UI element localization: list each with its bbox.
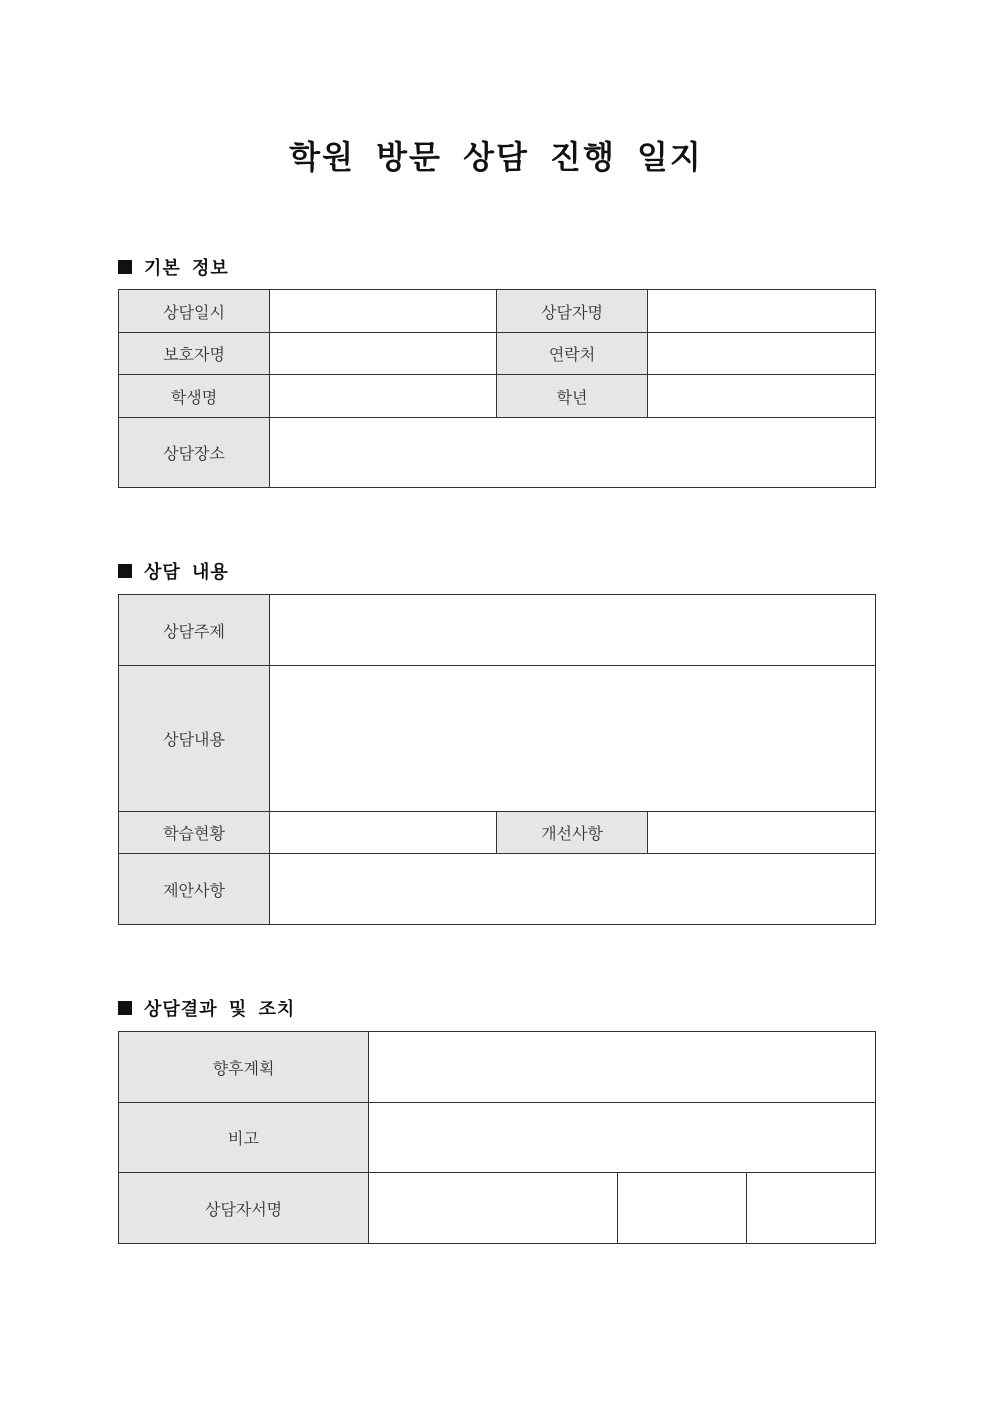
label-consult-date: 상담일시 xyxy=(119,290,270,333)
field-improvements[interactable] xyxy=(648,812,876,854)
label-future-plan: 향후계획 xyxy=(119,1032,369,1103)
field-consult-date[interactable] xyxy=(270,290,497,333)
field-signature-3[interactable] xyxy=(747,1173,876,1244)
square-bullet-icon xyxy=(118,1001,132,1015)
field-study-status[interactable] xyxy=(270,812,497,854)
section-heading-basic-info xyxy=(118,254,229,280)
label-consult-topic: 상담주제 xyxy=(119,595,270,666)
field-counselor-name[interactable] xyxy=(648,290,876,333)
label-student-name: 학생명 xyxy=(119,375,270,418)
label-study-status: 학습현황 xyxy=(119,812,270,854)
section-heading-label: 기본 정보 xyxy=(144,258,229,279)
field-notes[interactable] xyxy=(369,1103,876,1173)
field-signature-1[interactable] xyxy=(369,1173,618,1244)
field-consult-place[interactable] xyxy=(270,418,876,488)
field-guardian-name[interactable] xyxy=(270,333,497,375)
square-bullet-icon xyxy=(118,260,132,274)
section-heading-label: 상담 내용 xyxy=(144,562,229,583)
consult-content-table xyxy=(118,594,876,925)
basic-info-table xyxy=(118,289,876,488)
label-suggestions: 제안사항 xyxy=(119,854,270,925)
consult-result-table xyxy=(118,1031,876,1244)
section-heading-label: 상담결과 및 조치 xyxy=(144,999,296,1020)
field-consult-details[interactable] xyxy=(270,666,876,812)
label-grade: 학년 xyxy=(497,375,648,418)
label-consult-place: 상담장소 xyxy=(119,418,270,488)
label-consult-details: 상담내용 xyxy=(119,666,270,812)
section-heading-consult-content xyxy=(118,558,229,584)
field-suggestions[interactable] xyxy=(270,854,876,925)
field-signature-2[interactable] xyxy=(618,1173,747,1244)
label-counselor-signature: 상담자서명 xyxy=(119,1173,369,1244)
label-notes: 비고 xyxy=(119,1103,369,1173)
section-heading-consult-result xyxy=(118,995,295,1021)
label-contact: 연락처 xyxy=(497,333,648,375)
square-bullet-icon xyxy=(118,564,132,578)
label-guardian-name: 보호자명 xyxy=(119,333,270,375)
field-grade[interactable] xyxy=(648,375,876,418)
label-improvements: 개선사항 xyxy=(497,812,648,854)
page-title: 학원 방문 상담 진행 일지 xyxy=(289,138,703,176)
field-consult-topic[interactable] xyxy=(270,595,876,666)
field-contact[interactable] xyxy=(648,333,876,375)
label-counselor-name: 상담자명 xyxy=(497,290,648,333)
field-future-plan[interactable] xyxy=(369,1032,876,1103)
field-student-name[interactable] xyxy=(270,375,497,418)
